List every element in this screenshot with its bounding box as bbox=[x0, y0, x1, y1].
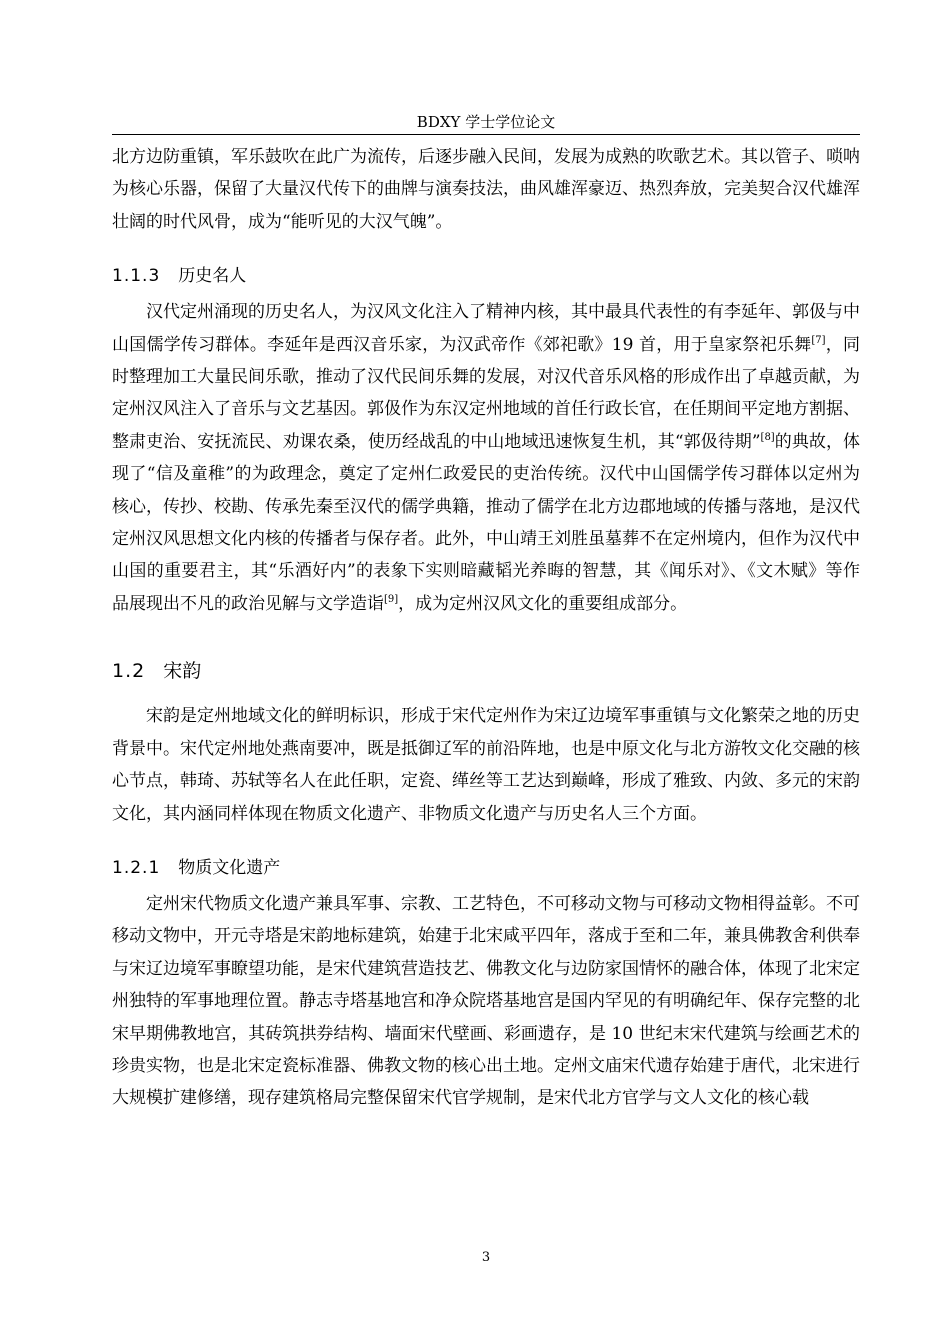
page-number: 3 bbox=[481, 1250, 491, 1265]
section-heading-1-2-1 bbox=[112, 856, 860, 880]
section-heading-1-1-3 bbox=[112, 264, 860, 288]
section-number: 1.2.1 bbox=[112, 857, 161, 878]
paragraph-text: 的典故，体现了“信及童稚”的为政理念，奠定了定州仁政爱民的吏治传统。汉代中山国儒学传习群体以定州为核心，传抄、校勘、传承先秦至汉代的儒学典籍，推动了儒学在北方边郡地域的传播与落地，是汉代定州汉风思想文化内核的传播者与保存者。此外，中山靖王刘胜虽墓葬不在定州境内，但作为汉代中山国的重要君主，其“乐酒好内”的表象下实则暗藏韬光养晦的智慧，其《闻乐对》、《文木赋》等作品展现出不凡的政治见解与文学造诣 bbox=[112, 431, 861, 614]
running-header: BDXY 学士学位论文 bbox=[416, 113, 556, 131]
header-rule bbox=[112, 134, 860, 135]
section-number: 1.2 bbox=[112, 660, 146, 683]
body-content bbox=[112, 141, 860, 1115]
paragraph-historical-figures bbox=[112, 296, 860, 620]
paragraph-text: ，成为定州汉风文化的重要组成部分。 bbox=[398, 593, 688, 614]
citation-ref: [7] bbox=[811, 334, 826, 346]
section-title: 历史名人 bbox=[178, 266, 247, 287]
citation-ref: [8] bbox=[760, 431, 775, 443]
paragraph-continued: 北方边防重镇，军乐鼓吹在此广为流传，后逐步融入民间，发展为成熟的吹歌艺术。其以管子、唢呐为核心乐器，保留了大量汉代传下的曲牌与演奏技法，曲风雄浑豪迈、热烈奔放，完美契合汉代雄浑壮阔的时代风骨，成为“能听见的大汉气魄”。 bbox=[112, 147, 860, 232]
citation-ref: [9] bbox=[384, 593, 399, 605]
section-number: 1.1.3 bbox=[112, 266, 161, 287]
paragraph-song-charm: 宋韵是定州地域文化的鲜明标识，形成于宋代定州作为宋辽边境军事重镇与文化繁荣之地的历史背景中。宋代定州地处燕南要冲，既是抵御辽军的前沿阵地，也是中原文化与北方游牧文化交融的核心节点，韩琦、苏轼等名人在此任职，定瓷、缂丝等工艺达到巅峰，形成了雅致、内敛、多元的宋韵文化，其内涵同样体现在物质文化遗产、非物质文化遗产与历史名人三个方面。 bbox=[112, 706, 860, 824]
paragraph-text: ，同时整理加工大量民间乐歌，推动了汉代民间乐舞的发展，对汉代音乐风格的形成作出了卓越贡献，为定州汉风注入了音乐与文艺基因。郭伋作为东汉定州地域的首任行政长官，在任期间平定地方割据、整肃吏治、安抚流民、劝课农桑，使历经战乱的中山地域迅速恢复生机，其“郭伋待期” bbox=[112, 334, 860, 452]
section-title: 宋韵 bbox=[163, 660, 202, 683]
paragraph-material-heritage: 定州宋代物质文化遗产兼具军事、宗教、工艺特色，不可移动文物与可移动文物相得益彰。不可移动文物中，开元寺塔是宋韵地标建筑，始建于北宋咸平四年，落成于至和二年，兼具佛教舍利供奉与宋辽边境军事瞭望功能，是宋代建筑营造技艺、佛教文化与边防家国情怀的融合体，体现了北宋定州独特的军事地理位置。静志寺塔基地宫和净众院塔基地宫是国内罕见的有明确纪年、保存完整的北宋早期佛教地宫，其砖筑拱券结构、墙面宋代壁画、彩画遗存，是 10 世纪末宋代建筑与绘画艺术的珍贵实物，也是北宋定瓷标准器、佛教文物的核心出土地。定州文庙宋代遗存始建于唐代，北宋进行大规模扩建修缮，现存建筑格局完整保留宋代官学规制，是宋代北方官学与文人文化的核心载 bbox=[112, 893, 860, 1109]
section-title: 物质文化遗产 bbox=[178, 857, 281, 878]
paragraph-text: 汉代定州涌现的历史名人，为汉风文化注入了精神内核，其中最具代表性的有李延年、郭伋与中山国儒学传习群体。李延年是西汉音乐家，为汉武帝作《郊祀歌》19 首，用于皇家祭祀乐舞 bbox=[112, 302, 860, 355]
section-heading-1-2 bbox=[112, 658, 860, 684]
